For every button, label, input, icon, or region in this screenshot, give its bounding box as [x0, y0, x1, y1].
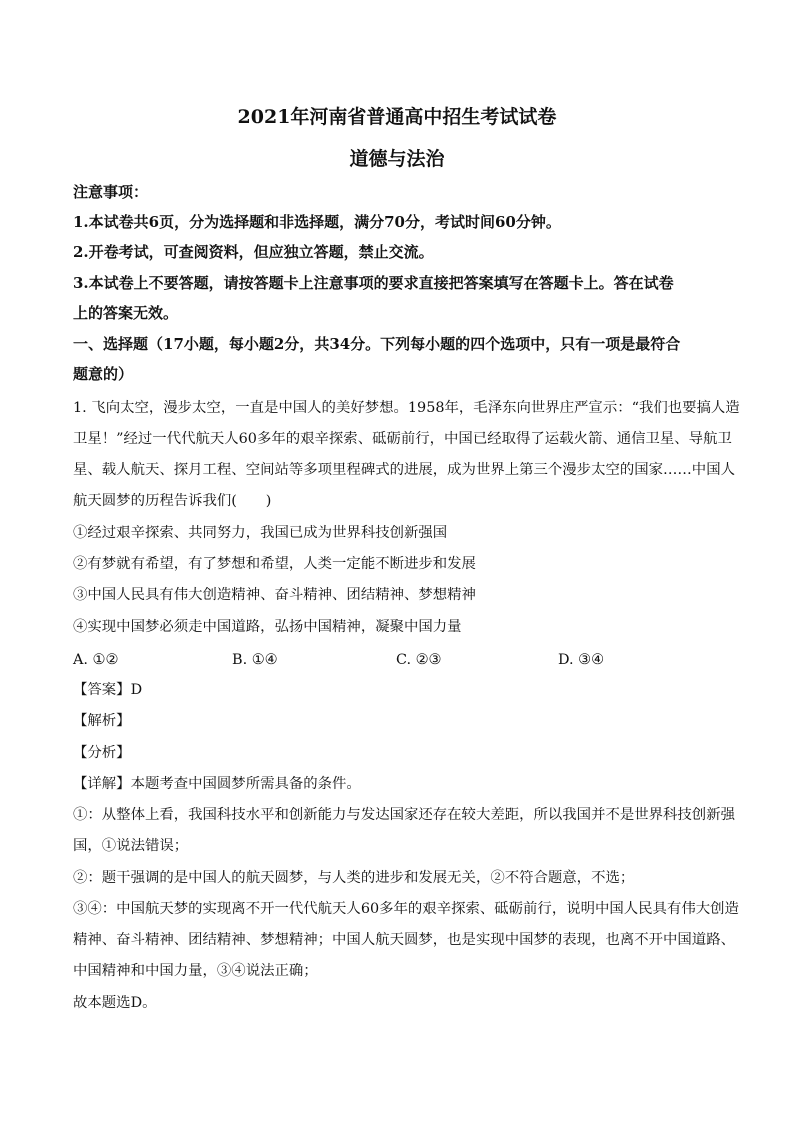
- option-d: D. ③④: [558, 652, 604, 668]
- option-a: A. ①②: [73, 652, 119, 668]
- section-heading: 题意的）: [73, 365, 134, 383]
- question-stem: 1. 飞向太空，漫步太空，一直是中国人的美好梦想。1958年，毛泽东向世界庄严宣示：“我们也要搞人造: [73, 400, 740, 416]
- statement: ②有梦就有希望，有了梦想和希望，人类一定能不断进步和发展: [73, 556, 476, 572]
- option-c: C. ②③: [396, 652, 442, 668]
- analysis-label: 【解析】: [73, 713, 131, 729]
- question-stem: 航天圆梦的历程告诉我们( ): [73, 493, 272, 509]
- statement: ①经过艰辛探索、共同努力，我国已成为世界科技创新强国: [73, 525, 448, 541]
- notice-heading: 注意事项：: [73, 183, 149, 201]
- question-stem: 星、载人航天、探月工程、空间站等多项里程碑式的进展，成为世界上第三个漫步太空的国家……中国人: [73, 462, 735, 478]
- detail-line: ①：从整体上看，我国科技水平和创新能力与发达国家还存在较大差距，所以我国并不是世界科技创新强: [73, 807, 735, 823]
- notice-line: 上的答案无效。: [73, 304, 179, 322]
- fenxi-label: 【分析】: [73, 745, 131, 761]
- detail-line: ②：题干强调的是中国人的航天圆梦，与人类的进步和发展无关，②不符合题意，不选；: [73, 870, 635, 886]
- statement: ④实现中国梦必须走中国道路，弘扬中国精神，凝聚中国力量: [73, 619, 462, 635]
- notice-line: 1.本试卷共6页，分为选择题和非选择题，满分70分，考试时间60分钟。: [73, 213, 561, 231]
- question-stem: 卫星！”经过一代代航天人60多年的艰辛探索、砥砺前行，中国已经取得了运载火箭、通信卫星、导航卫: [73, 431, 732, 447]
- subject-title: 道德与法治: [349, 148, 445, 170]
- option-b: B. ①④: [232, 652, 278, 668]
- detail-line: 精神、奋斗精神、团结精神、梦想精神；中国人航天圆梦，也是实现中国梦的表现，也离不开中国道路、: [73, 932, 735, 948]
- answer: 【答案】D: [73, 682, 143, 698]
- statement: ③中国人民具有伟大创造精神、奋斗精神、团结精神、梦想精神: [73, 587, 476, 603]
- detail-line: 国，①说法错误；: [73, 838, 189, 854]
- exam-title: 2021年河南省普通高中招生考试试卷: [237, 106, 557, 128]
- detail-line: 故本题选D。: [73, 995, 157, 1011]
- detail-line: 中国精神和中国力量，③④说法正确；: [73, 963, 318, 979]
- notice-line: 3.本试卷上不要答题，请按答题卡上注意事项的要求直接把答案填写在答题卡上。答在试卷: [73, 274, 674, 292]
- detail-line: 【详解】本题考查中国圆梦所需具备的条件。: [73, 776, 361, 792]
- notice-line: 2.开卷考试，可查阅资料，但应独立答题，禁止交流。: [73, 243, 434, 261]
- detail-line: ③④：中国航天梦的实现离不开一代代航天人60多年的艰辛探索、砥砺前行，说明中国人民具有伟大创造: [73, 901, 739, 917]
- section-heading: 一、选择题（17小题，每小题2分，共34分。下列每小题的四个选项中，只有一项是最符合: [73, 335, 681, 353]
